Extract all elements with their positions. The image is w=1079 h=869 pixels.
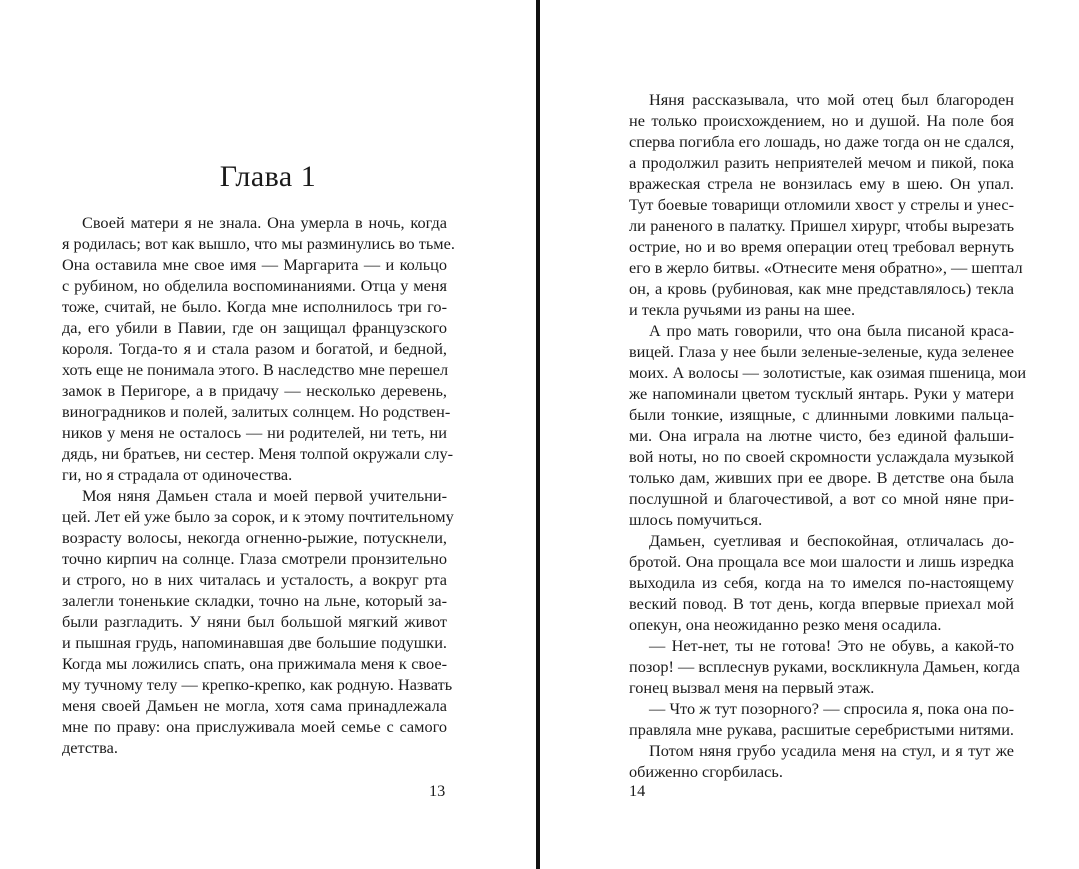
text-line: тоже, считай, не было. Когда мне исполнилось три го- [62,297,447,316]
text-line: были тонкие, изящные, с длинными ловкими пальца- [629,405,1014,424]
text-line: с рубином, но обделила воспоминаниями. Отца у меня [62,276,447,295]
text-line: только дам, живших при ее дворе. В детстве она была [629,468,1014,487]
text-line: Она оставила мне свое имя — Маргарита — и кольцо [62,255,447,274]
text-line: вой ноты, но по своей скромности услаждала музыкой [629,447,1014,466]
text-line: Моя няня Дамьен стала и моей первой учительни- [82,486,447,505]
text-line: Когда мы ложились спать, она прижимала меня к свое- [62,654,447,673]
text-line: выходила из себя, когда на то имелся по-настоящему [629,573,1014,592]
text-line: Няня рассказывала, что мой отец был благороден [649,90,1014,109]
text-line: ли раненого в палатку. Пришел хирург, чтобы вырезать [629,216,1014,235]
text-line: он, а кровь (рубиновая, как мне представлялось) текла [629,279,1014,298]
chapter-title: Глава 1 [219,160,317,193]
text-line: и пышная грудь, напоминавшая две большие подушки. [62,633,447,652]
page-number: 14 [629,781,646,800]
text-line: я родилась; вот как вышло, что мы разминулись во тьме. [62,234,455,253]
text-line: да, его убили в Павии, где он защищал французского [62,318,447,337]
text-line: вражеская стрела не вонзилась ему в шею. Он упал. [629,174,1014,193]
text-line: точно кирпич на солнце. Глаза смотрели пронзительно [62,549,447,568]
text-line: не только происхождением, но и душой. На поле боя [629,111,1014,130]
text-line: ги, но я страдала от одиночества. [62,465,293,484]
text-line: позор! — всплеснув руками, воскликнула Дамьен, когда [629,657,1020,676]
text-line: ми. Она играла на лютне чисто, без единой фальши- [629,426,1014,445]
text-line: сперва погибла его лошадь, но даже тогда он не сдался, [629,132,1015,151]
text-line: А про мать говорили, что она была писаной краса- [649,321,1014,340]
text-line: детства. [62,738,118,757]
text-line: залегли тоненькие складки, точно на льне, который за- [62,591,447,610]
text-line: были разгладить. У няни был большой мягкий живот [62,612,447,631]
text-line: — Нет-нет, ты не готова! Это не обувь, а какой-то [649,636,1014,655]
text-line: шлось помучиться. [629,510,763,529]
text-line: хоть еще не понимала этого. В наследство мне перешел [62,360,449,379]
text-line: послушной и благочестивой, а вот со мной няне при- [629,489,1014,508]
text-line: вицей. Глаза у нее были зеленые-зеленые, куда зеленее [629,342,1014,361]
text-line: Потом няня грубо усадила меня на стул, и я тут же [649,741,1014,760]
text-line: веский повод. В тот день, когда впервые приехал мой [629,594,1014,613]
page-divider [536,0,540,869]
text-line: цей. Лет ей уже было за сорок, и к этому почтительному [62,507,454,526]
text-line: виноградников и полей, залитых солнцем. Но родствен- [62,402,451,421]
text-line: Своей матери я не знала. Она умерла в ночь, когда [82,213,447,232]
text-line: короля. Тогда-то я и стала разом и богатой, и бедной, [62,339,447,358]
page-number: 13 [429,781,446,800]
text-line: Тут боевые товарищи отломили хвост у стрелы и унес- [629,195,1014,214]
text-line: же напоминали цветом тусклый янтарь. Руки у матери [629,384,1014,403]
text-line: му тучному телу — крепко-крепко, как родную. Назвать [62,675,453,694]
text-line: Дамьен, суетливая и беспокойная, отличалась до- [649,531,1014,550]
text-line: моих. А волосы — золотистые, как озимая пшеница, мои [629,363,1027,382]
text-line: гонец вызвал меня на первый этаж. [629,678,875,697]
text-line: а продолжил разить неприятелей мечом и пикой, пока [629,153,1014,172]
text-line: опекун, она неожиданно резко меня осадила. [629,615,942,634]
text-line: и текла ручьями из раны на шее. [629,300,856,319]
left-page [0,0,536,869]
text-line: ников у меня не осталось — ни родителей, ни теть, ни [62,423,447,442]
text-line: дядь, ни братьев, ни сестер. Меня толпой окружали слу- [62,444,454,463]
text-line: меня своей Дамьен не могла, хотя сама принадлежала [62,696,447,715]
text-line: острие, но и во время операции отец требовал вернуть [629,237,1014,256]
text-line: — Что ж тут позорного? — спросила я, пока она по- [649,699,1014,718]
text-line: правляла мне рукава, расшитые серебристыми нитями. [629,720,1014,739]
right-page [542,0,1079,869]
text-line: возрасту волосы, некогда огненно-рыжие, потускнели, [62,528,447,547]
text-line: мне по праву: она прислуживала моей семье с самого [62,717,447,736]
text-line: обиженно сгорбилась. [629,762,783,781]
text-line: замок в Перигоре, а в придачу — несколько деревень, [62,381,447,400]
text-line: и строго, но в них читалась и усталость, а вокруг рта [62,570,447,589]
text-line: бротой. Она прощала все мои шалости и лишь изредка [629,552,1014,571]
text-line: его в жерло битвы. «Отнесите меня обратно», — шептал [629,258,1023,277]
